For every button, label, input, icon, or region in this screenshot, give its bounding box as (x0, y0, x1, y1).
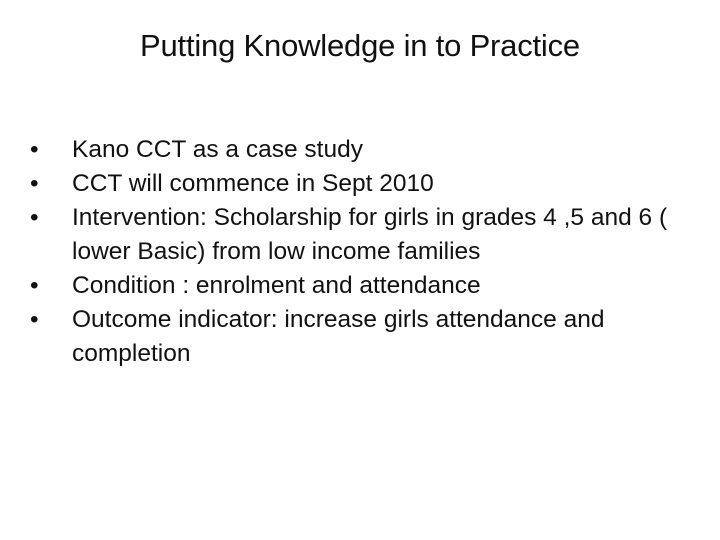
bullet-dot-icon: • (30, 170, 39, 197)
bullet-dot-icon: • (30, 272, 39, 299)
bullet-dot-icon: • (30, 136, 39, 163)
bullet-item-condition (30, 269, 690, 303)
bullet-text: Condition : enrolment and attendance (72, 272, 481, 299)
slide-title: Putting Knowledge in to Practice (140, 28, 580, 63)
bullet-item-intervention (30, 201, 690, 269)
bullet-item-commence (30, 167, 690, 201)
bullet-text: Kano CCT as a case study (72, 136, 363, 163)
bullet-dot-icon: • (30, 306, 39, 333)
bullet-item-case-study (30, 133, 690, 167)
bullet-list (30, 133, 690, 371)
bullet-item-outcome (30, 303, 690, 371)
bullet-text: CCT will commence in Sept 2010 (72, 170, 434, 197)
bullet-text: Intervention: Scholarship for girls in grades 4 ,5 and 6 ( lower Basic) from low income families (72, 204, 668, 265)
bullet-text: Outcome indicator: increase girls attendance and completion (72, 306, 605, 367)
bullet-dot-icon: • (30, 204, 39, 231)
